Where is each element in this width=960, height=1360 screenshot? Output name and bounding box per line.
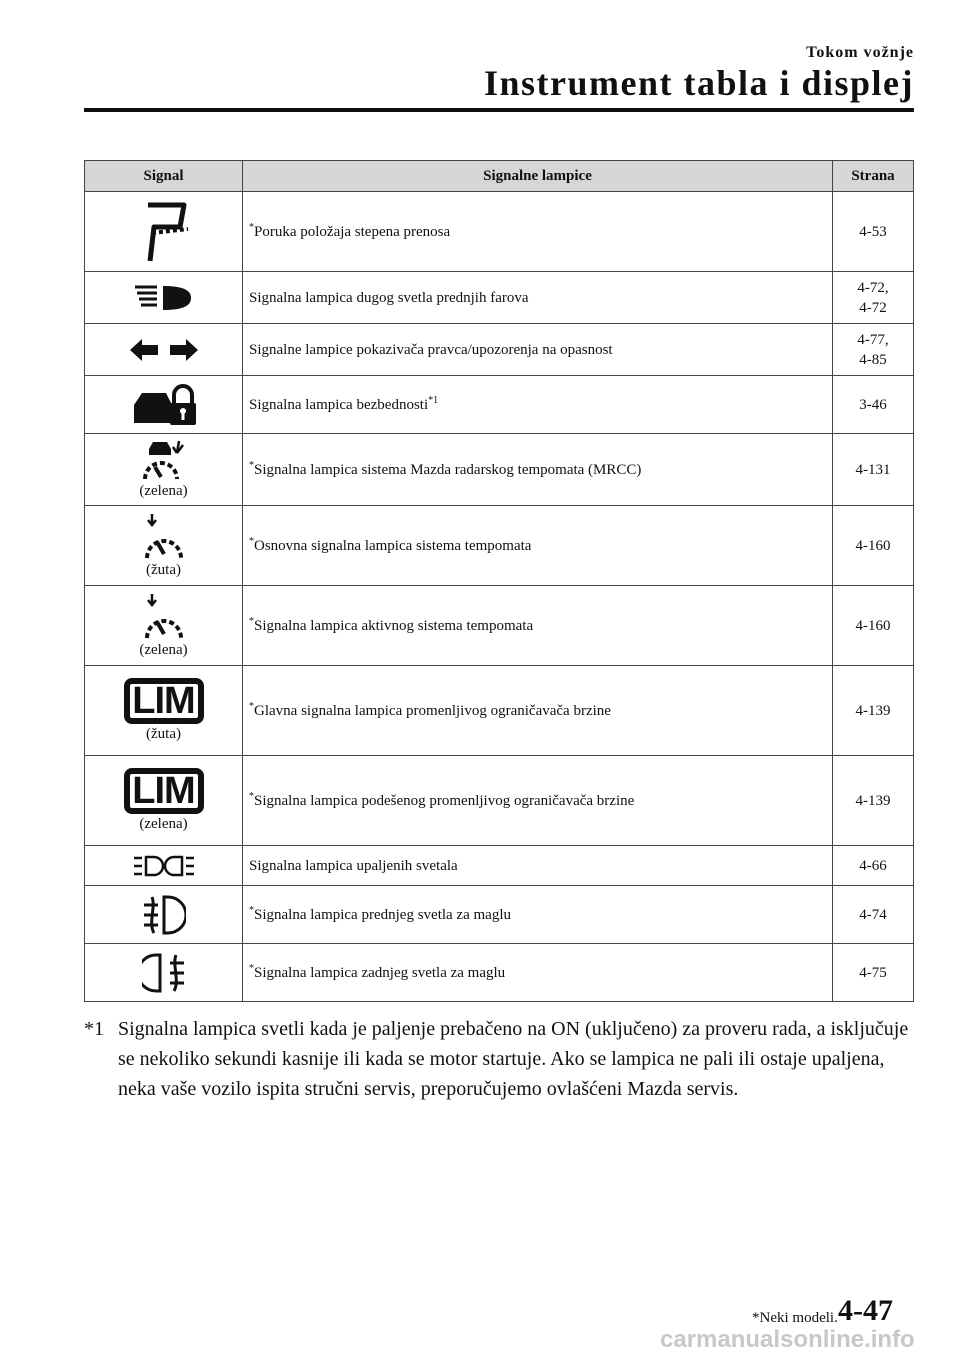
gear-position-icon <box>134 199 194 265</box>
header-page: Strana <box>833 161 914 192</box>
description-cell <box>243 324 833 376</box>
star-mark: * <box>249 616 254 627</box>
page-cell: 4-72, 4-72 <box>833 272 914 324</box>
lim-icon: LIM <box>124 678 204 724</box>
star-mark: * <box>249 536 254 547</box>
turn-signal-arrows-icon <box>128 337 200 363</box>
signal-cell <box>85 846 243 886</box>
page-cell: 4-139 <box>833 756 914 846</box>
page-cell: 4-74 <box>833 886 914 944</box>
description-text: Signalna lampica prednjeg svetla za maglu <box>254 907 511 923</box>
signal-table <box>84 160 914 1002</box>
star-mark: * <box>249 905 254 916</box>
description-cell <box>243 506 833 586</box>
description-text: Signalna lampica sistema Mazda radarskog tempomata (MRCC) <box>254 462 642 478</box>
page-cell: 4-160 <box>833 506 914 586</box>
signal-cell <box>85 376 243 434</box>
table-row <box>85 846 914 886</box>
page-cell: 4-139 <box>833 666 914 756</box>
table-header-row <box>85 161 914 192</box>
watermark: carmanualsonline.info <box>660 1326 915 1353</box>
star-mark: * <box>249 701 254 712</box>
rear-fog-icon <box>142 951 186 995</box>
star-mark: * <box>249 791 254 802</box>
page-cell: 4-77, 4-85 <box>833 324 914 376</box>
description-text: Signalna lampica upaljenih svetala <box>249 858 458 874</box>
table-row <box>85 886 914 944</box>
light-on-icon <box>132 854 196 878</box>
description-cell <box>243 756 833 846</box>
description-text: Signalna lampica dugog svetla prednjih farova <box>249 290 529 306</box>
signal-cell <box>85 324 243 376</box>
description-cell <box>243 192 833 272</box>
description-cell <box>243 434 833 506</box>
description-cell <box>243 846 833 886</box>
table-row <box>85 192 914 272</box>
description-text: Glavna signalna lampica promenljivog ograničavača brzine <box>254 703 611 719</box>
color-caption: (žuta) <box>146 562 181 578</box>
table-row <box>85 506 914 586</box>
star-mark: * <box>249 460 254 471</box>
description-cell <box>243 272 833 324</box>
star-mark: * <box>249 222 254 233</box>
table-row <box>85 666 914 756</box>
star-mark: * <box>249 963 254 974</box>
description-cell <box>243 944 833 1002</box>
description-text: Signalna lampica podešenog promenljivog ograničavača brzine <box>254 793 635 809</box>
color-caption: (zelena) <box>139 483 188 499</box>
footnote-mark: *1 <box>84 1018 104 1040</box>
description-text: Poruka položaja stepena prenosa <box>254 224 451 240</box>
cruise-control-icon <box>142 512 186 560</box>
color-caption: (zelena) <box>139 816 188 832</box>
page-cell: 4-66 <box>833 846 914 886</box>
table-row <box>85 376 914 434</box>
footnote-text: Signalna lampica svetli kada je paljenje prebačeno na ON (uključeno) za proveru rada, a isključuje se nekoliko sekundi kasnije ili kada se motor startuje. Ako se lampica ne pali ili ostaje upaljena, neka vaše vozilo ispita stručni servis, preporučujemo ovlašćeni Mazda servis. <box>118 1018 909 1100</box>
table-row <box>85 944 914 1002</box>
security-lock-icon <box>132 383 196 427</box>
table-row <box>85 756 914 846</box>
table-row <box>85 272 914 324</box>
cruise-control-icon <box>142 592 186 640</box>
radar-cruise-icon <box>139 439 189 481</box>
lim-icon: LIM <box>124 768 204 814</box>
page-cell: 3-46 <box>833 376 914 434</box>
description-text: Signalna lampica bezbednosti <box>249 397 429 413</box>
front-fog-icon <box>142 893 186 937</box>
page-number: 4-47 <box>838 1294 893 1327</box>
footnote <box>84 1014 914 1104</box>
page-cell: 4-131 <box>833 434 914 506</box>
table-row <box>85 324 914 376</box>
page-cell: 4-160 <box>833 586 914 666</box>
section-label: Tokom vožnje <box>806 44 914 61</box>
description-cell <box>243 666 833 756</box>
signal-cell <box>85 944 243 1002</box>
signal-cell <box>85 586 243 666</box>
description-cell <box>243 586 833 666</box>
signal-cell <box>85 192 243 272</box>
signal-cell <box>85 272 243 324</box>
page-cell: 4-75 <box>833 944 914 1002</box>
signal-cell <box>85 666 243 756</box>
description-cell <box>243 886 833 944</box>
color-caption: (žuta) <box>146 726 181 742</box>
page-title: Instrument tabla i displej <box>483 63 914 103</box>
signal-cell <box>85 756 243 846</box>
page-cell: 4-53 <box>833 192 914 272</box>
signal-cell <box>85 886 243 944</box>
header-signal: Signal <box>85 161 243 192</box>
description-text: Signalne lampice pokazivača pravca/upozorenja na opasnost <box>249 342 613 358</box>
signal-cell <box>85 434 243 506</box>
description-text: Signalna lampica zadnjeg svetla za maglu <box>254 965 506 981</box>
color-caption: (zelena) <box>139 642 188 658</box>
signal-cell <box>85 506 243 586</box>
header-rule <box>84 108 914 112</box>
description-text: Osnovna signalna lampica sistema tempomata <box>254 538 532 554</box>
description-text: Signalna lampica aktivnog sistema tempomata <box>254 618 534 634</box>
table-row <box>85 434 914 506</box>
table-row <box>85 586 914 666</box>
high-beam-icon <box>133 283 195 313</box>
models-note: *Neki modeli. <box>752 1310 838 1326</box>
header-lamps: Signalne lampice <box>243 161 833 192</box>
description-cell <box>243 376 833 434</box>
footnote-ref: *1 <box>428 395 439 406</box>
